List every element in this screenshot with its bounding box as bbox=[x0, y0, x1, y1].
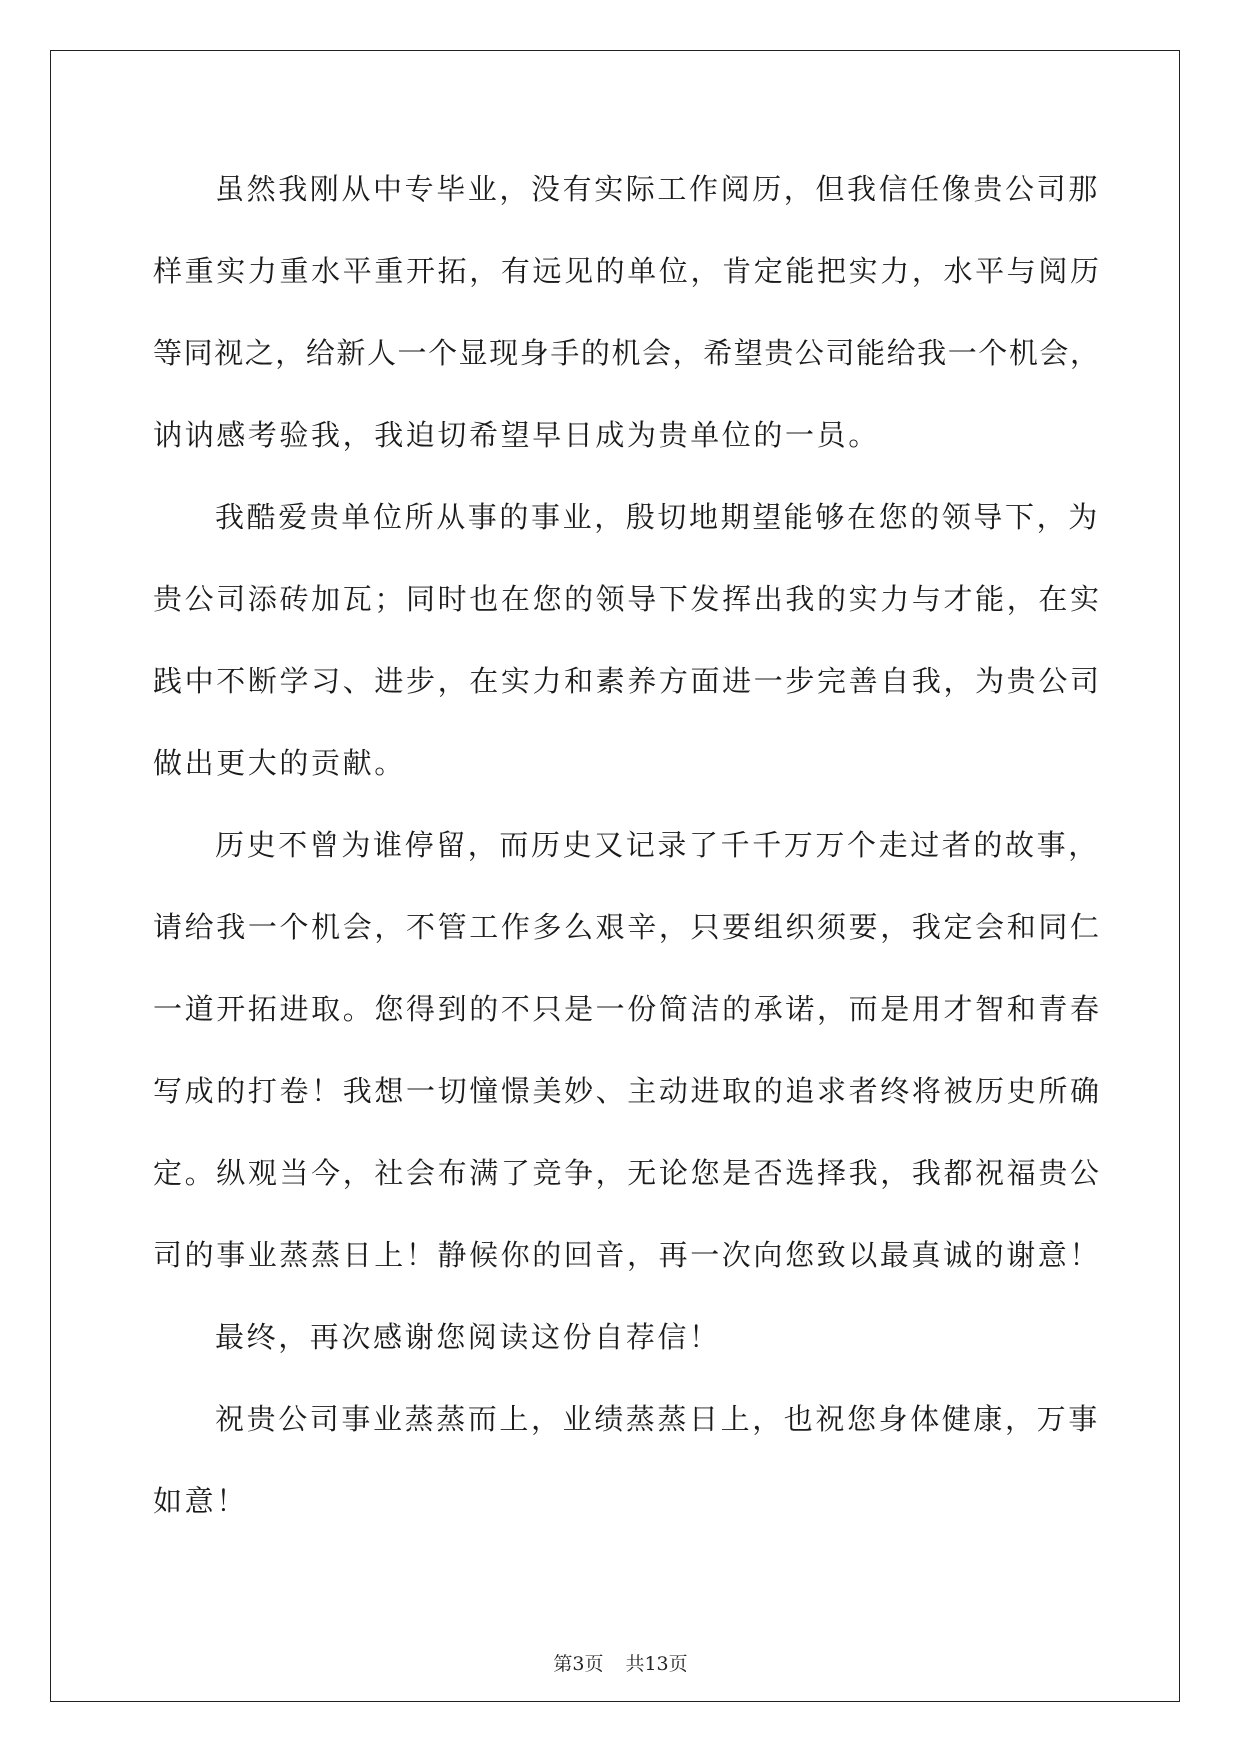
page-number: 第3页 bbox=[553, 1653, 604, 1675]
paragraph-line: 等同视之，给新人一个显现身手的机会，希望贵公司能给我一个机会， bbox=[153, 336, 1099, 370]
paragraph-line: 历史不曾为谁停留，而历史又记录了千千万万个走过者的故事， bbox=[215, 828, 1100, 862]
paragraph-line: 一道开拓进取。您得到的不只是一份简洁的承诺，而是用才智和青春 bbox=[153, 992, 1099, 1026]
paragraph-line: 最终，再次感谢您阅读这份自荐信！ bbox=[215, 1320, 721, 1354]
paragraph-line: 请给我一个机会，不管工作多么艰辛，只要组织须要，我定会和同仁 bbox=[153, 910, 1099, 944]
paragraph-line: 我酷爱贵单位所从事的事业，殷切地期望能够在您的领导下，为 bbox=[215, 500, 1100, 534]
paragraph-line: 贵公司添砖加瓦；同时也在您的领导下发挥出我的实力与才能，在实 bbox=[153, 582, 1099, 616]
paragraph-line: 如意！ bbox=[153, 1484, 248, 1518]
page-total: 共13页 bbox=[625, 1653, 688, 1675]
paragraph-line: 虽然我刚从中专毕业，没有实际工作阅历，但我信任像贵公司那 bbox=[215, 172, 1100, 206]
paragraph-line: 样重实力重水平重开拓，有远见的单位，肯定能把实力，水平与阅历 bbox=[153, 254, 1099, 288]
paragraph-line: 祝贵公司事业蒸蒸而上，业绩蒸蒸日上，也祝您身体健康，万事 bbox=[215, 1402, 1100, 1436]
paragraph-line: 践中不断学习、进步，在实力和素养方面进一步完善自我，为贵公司 bbox=[153, 664, 1099, 698]
paragraph-line: 司的事业蒸蒸日上！静候你的回音，再一次向您致以最真诚的谢意！ bbox=[153, 1238, 1102, 1272]
paragraph-line: 做出更大的贡献。 bbox=[153, 746, 406, 780]
paragraph-line: 定。纵观当今，社会布满了竞争，无论您是否选择我，我都祝福贵公 bbox=[153, 1156, 1099, 1190]
page-footer bbox=[0, 1652, 1241, 1676]
paragraph-line: 写成的打卷！我想一切憧憬美妙、主动进取的追求者终将被历史所确 bbox=[153, 1074, 1099, 1108]
paragraph-line: 讷讷感考验我，我迫切希望早日成为贵单位的一员。 bbox=[153, 418, 880, 452]
letter-body bbox=[153, 158, 1102, 1552]
